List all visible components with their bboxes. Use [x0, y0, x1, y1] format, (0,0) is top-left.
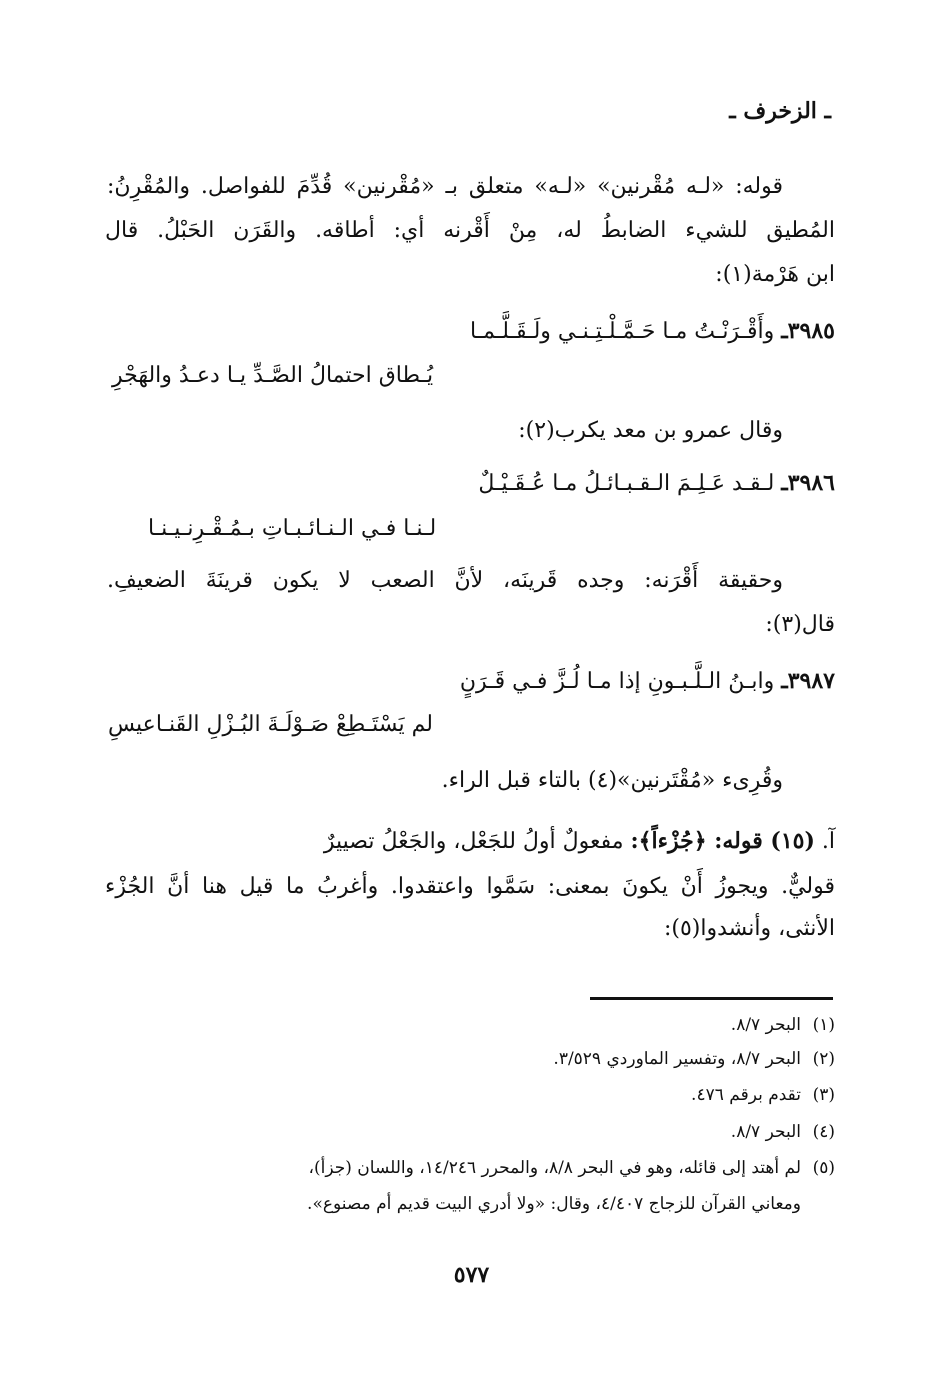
body-line: وحقيقة أَقْرَنه: وجده قَرينَه، لأنَّ الصعب لا يكون قرينَةَ الضعيفِ.	[107, 568, 783, 593]
verse-hemistich: لـقـد عَـلِـمَ الـقـبـائـلُ مـا عُـقَـيْـلٌ	[478, 471, 775, 496]
footnote-text: تقدم برقم ٤٧٦.	[691, 1085, 801, 1105]
running-header: ـ الزخرف ـ	[729, 98, 831, 124]
verse-number: ٣٩٨٥ـ	[781, 318, 835, 344]
verse-line-second: لم يَسْتَـطِعْ صَـوْلَـةَ البُـزْلِ القَنـاعيسِ	[108, 712, 433, 737]
section-marker: آ.	[821, 829, 835, 854]
footnote-continuation: ومعاني القرآن للزجاج ٤/٤٠٧، وقال: «ولا أدري البيت قديم أم مصنوع».	[307, 1194, 801, 1214]
body-line: الأنثى، وأنشدوا(٥):	[663, 916, 835, 941]
verse-line-first	[460, 666, 835, 697]
footnote-text: لم أهتد إلى قائله، وهو في البحر ٨/٨، والمحرر ١٤/٢٤٦، واللسان (جزأ)،	[308, 1158, 801, 1178]
body-line: وقُرِىء «مُقْتَرنين»(٤) بالتاء قبل الراء.	[441, 768, 783, 793]
footnote-number: (٤)	[812, 1122, 835, 1142]
verse-line-first	[470, 316, 835, 347]
page-number: ٥٧٧	[453, 1262, 490, 1288]
footnote-number: (٥)	[812, 1158, 835, 1178]
body-line: قوليٌّ. ويجوزُ أَنْ يكونَ بمعنى: سَمَّوا واعتقدوا. وأغربُ ما قيل هنا أنَّ الجُزْء	[105, 874, 835, 899]
body-text: مفعولٌ أولُ للجَعْل، والجَعْلُ تصييرٌ	[323, 829, 624, 854]
footnote	[309, 1156, 835, 1180]
verse-line-first	[478, 468, 835, 499]
verse-hemistich: وأَقْـرَنْـتُ مـا حَـمَّـلْـتِـنـي ولَـقَـلَّـمـا	[469, 319, 775, 344]
verse-number: ٣٩٨٦ـ	[781, 470, 835, 496]
footnote-text: البحر ٨/٧، وتفسير الماوردي ٣/٥٢٩.	[553, 1049, 801, 1069]
footnote-text: البحر ٨/٧.	[730, 1015, 801, 1035]
body-line: قوله: «لـه مُقْرنين» «لـه» متعلق بـ «مُقْرنين» قُدِّمَ للفواصل. والمُقْرِنُ:	[107, 174, 783, 199]
body-line: ابن هَرْمة(١):	[715, 262, 835, 287]
footnote-number: (١)	[812, 1015, 835, 1035]
verse-number: ٣٩٨٧ـ	[781, 668, 835, 694]
body-line	[105, 826, 835, 857]
verse-line-second: يُـطاق احتمالُ الصَّـدِّ يـا دعـدُ والهَجْرِ	[112, 363, 434, 388]
body-line: المُطيق للشيء الضابطُ له، مِنْ أَقْرنه أي: أطاقه. والقَرَن الحَبْلُ. قال	[105, 218, 835, 243]
body-line: وقال عمرو بن معد يكرب(٢):	[518, 418, 783, 443]
footnote-separator	[590, 997, 833, 1000]
footnote	[731, 1013, 835, 1037]
verse-line-second: لـنـا فـي الـنـائـبـاتِ بـمُـقْـرِنـيـنـا	[148, 516, 437, 541]
footnote-number: (٣)	[812, 1085, 835, 1105]
footnote	[553, 1047, 835, 1071]
footnote-number: (٢)	[812, 1049, 835, 1069]
footnote-text: البحر ٨/٧.	[730, 1122, 801, 1142]
body-line: قال(٣):	[765, 612, 835, 637]
verse-hemistich: وابـنُ الـلَّـبـونِ إذا مـا لُـزَّ فـي قَـرَنٍ	[459, 669, 775, 694]
footnote	[731, 1120, 835, 1144]
footnote	[691, 1083, 835, 1107]
verse-reference: (١٥) قوله: ﴿جُزْءاً﴾:	[630, 828, 815, 854]
